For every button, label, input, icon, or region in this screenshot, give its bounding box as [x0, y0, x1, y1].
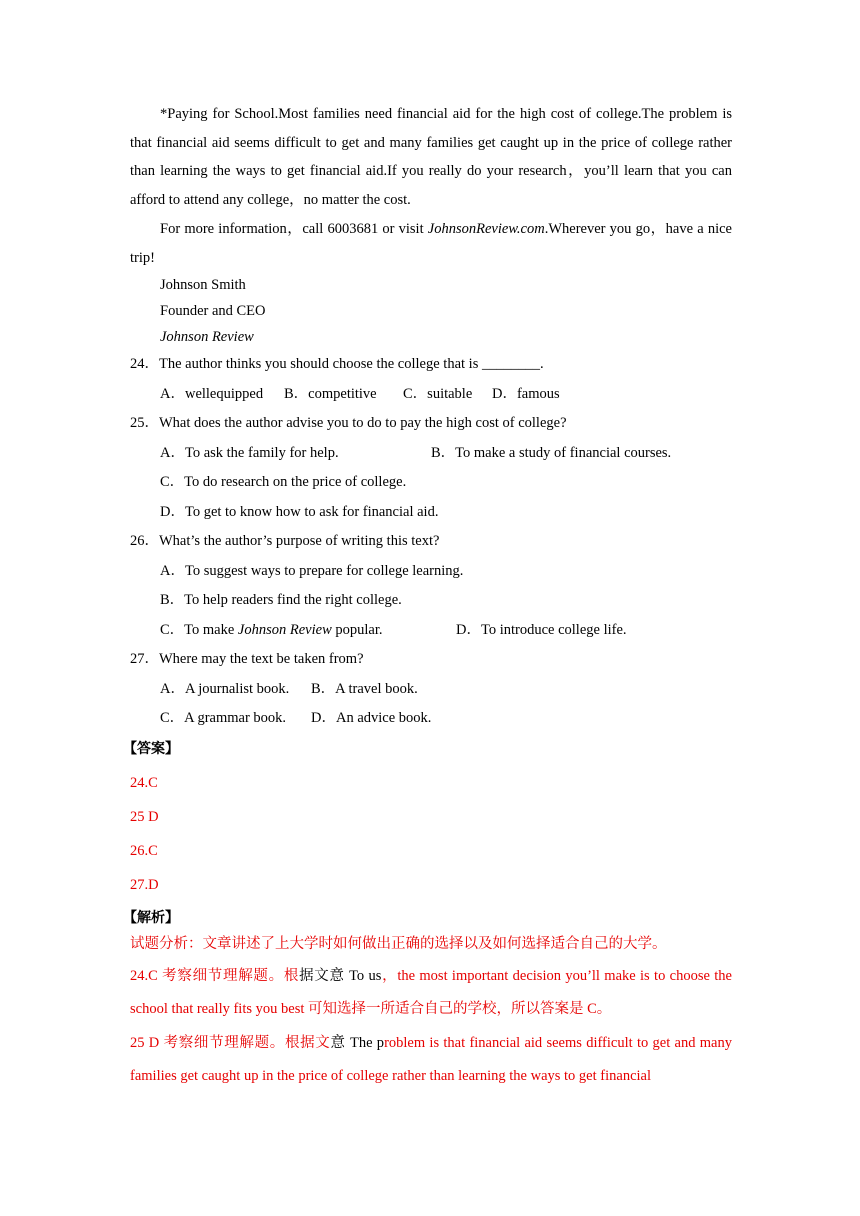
website-name: JohnsonReview.com	[427, 221, 545, 237]
analysis-24-lead: 24.C 考察细节理解题。根	[130, 967, 300, 984]
analysis-24-body: ，the most important decision you’ll make is to choose the school that really fits you best 可知选择一所适合自己的学校，所以答案是 C。	[130, 967, 732, 1017]
option-d: D．To get to know how to ask for financial aid.	[160, 503, 439, 520]
option-c: C．To do research on the price of college.	[160, 474, 407, 490]
analysis-25-lead: 25 D 考察细节理解题。根据文	[130, 1034, 331, 1051]
answer-24: 24.C	[130, 774, 158, 791]
analysis-25	[130, 1027, 732, 1094]
question-27-options-ab	[130, 675, 732, 705]
option-a: A．A journalist book.	[160, 680, 290, 697]
answer-25: 25 D	[130, 808, 159, 825]
question-24: 24．The author thinks you should choose the college that is ________.	[130, 356, 544, 372]
passage-contact-paragraph	[130, 215, 732, 272]
analysis-header: 【解析】	[123, 909, 179, 926]
analysis-25-quote-start: 意 The p	[330, 1034, 385, 1051]
document-content	[123, 100, 732, 1094]
option-b: B．A travel book.	[311, 680, 418, 697]
option-d: D．famous	[492, 385, 560, 402]
contact-text-end: .Wherever you go，have a nice trip!	[130, 221, 732, 266]
analysis-summary: 试题分析：文章讲述了上大学时如何做出正确的选择以及如何选择适合自己的大学。	[130, 935, 667, 952]
question-26: 26．What’s the author’s purpose of writing this text?	[130, 533, 440, 549]
analysis-24	[130, 960, 732, 1027]
question-25: 25．What does the author advise you to do to pay the high cost of college?	[130, 415, 567, 431]
passage-paragraph: *Paying for School.Most families need financial aid for the high cost of college.The problem is that financial aid seems difficult to get and many families get caught up in the price of college rather than learning the ways to get financial aid.If you really do your research，you’ll learn that you can afford to attend any college，no matter the cost.	[130, 106, 732, 208]
answer-26: 26.C	[130, 842, 158, 859]
answer-header: 【答案】	[123, 740, 179, 757]
option-c-pre: C．To make	[160, 621, 238, 638]
option-c: C．A grammar book.	[160, 710, 287, 726]
question-27: 27．Where may the text be taken from?	[130, 651, 364, 667]
option-b: B．competitive	[284, 385, 377, 402]
signature-title: Founder and CEO	[160, 303, 266, 319]
option-c-title: Johnson Review	[237, 621, 332, 638]
answer-list	[130, 766, 732, 902]
signature-org	[130, 324, 732, 350]
answer-27: 27.D	[130, 876, 159, 893]
option-a: A．To suggest ways to prepare for college learning.	[160, 562, 464, 579]
option-b: B．To make a study of financial courses.	[431, 444, 672, 461]
option-c-post: popular.	[331, 621, 383, 638]
question-26-options-cd	[130, 616, 732, 646]
signature-name: Johnson Smith	[160, 277, 246, 293]
question-25-options-ab	[130, 439, 732, 469]
analysis-25-body: roblem is that financial aid seems difficult to get and many families get caught up in the price of college rather than learning the ways to get financial	[130, 1034, 732, 1084]
signature-org-name: Johnson Review	[160, 329, 254, 345]
option-b: B．To help readers find the right college.	[160, 592, 402, 608]
option-a: A．wellequipped	[160, 385, 264, 402]
option-a: A．To ask the family for help.	[160, 444, 339, 461]
option-c	[160, 616, 456, 646]
analysis-24-quote-start: 据文意 To us	[299, 967, 382, 984]
option-d: D．To introduce college life.	[456, 621, 627, 638]
contact-text: For more information，call 6003681 or visit	[160, 221, 428, 237]
option-d: D．An advice book.	[311, 710, 432, 726]
question-24-options	[130, 380, 732, 410]
option-c: C．suitable	[403, 385, 473, 402]
question-27-options-cd	[130, 704, 732, 734]
